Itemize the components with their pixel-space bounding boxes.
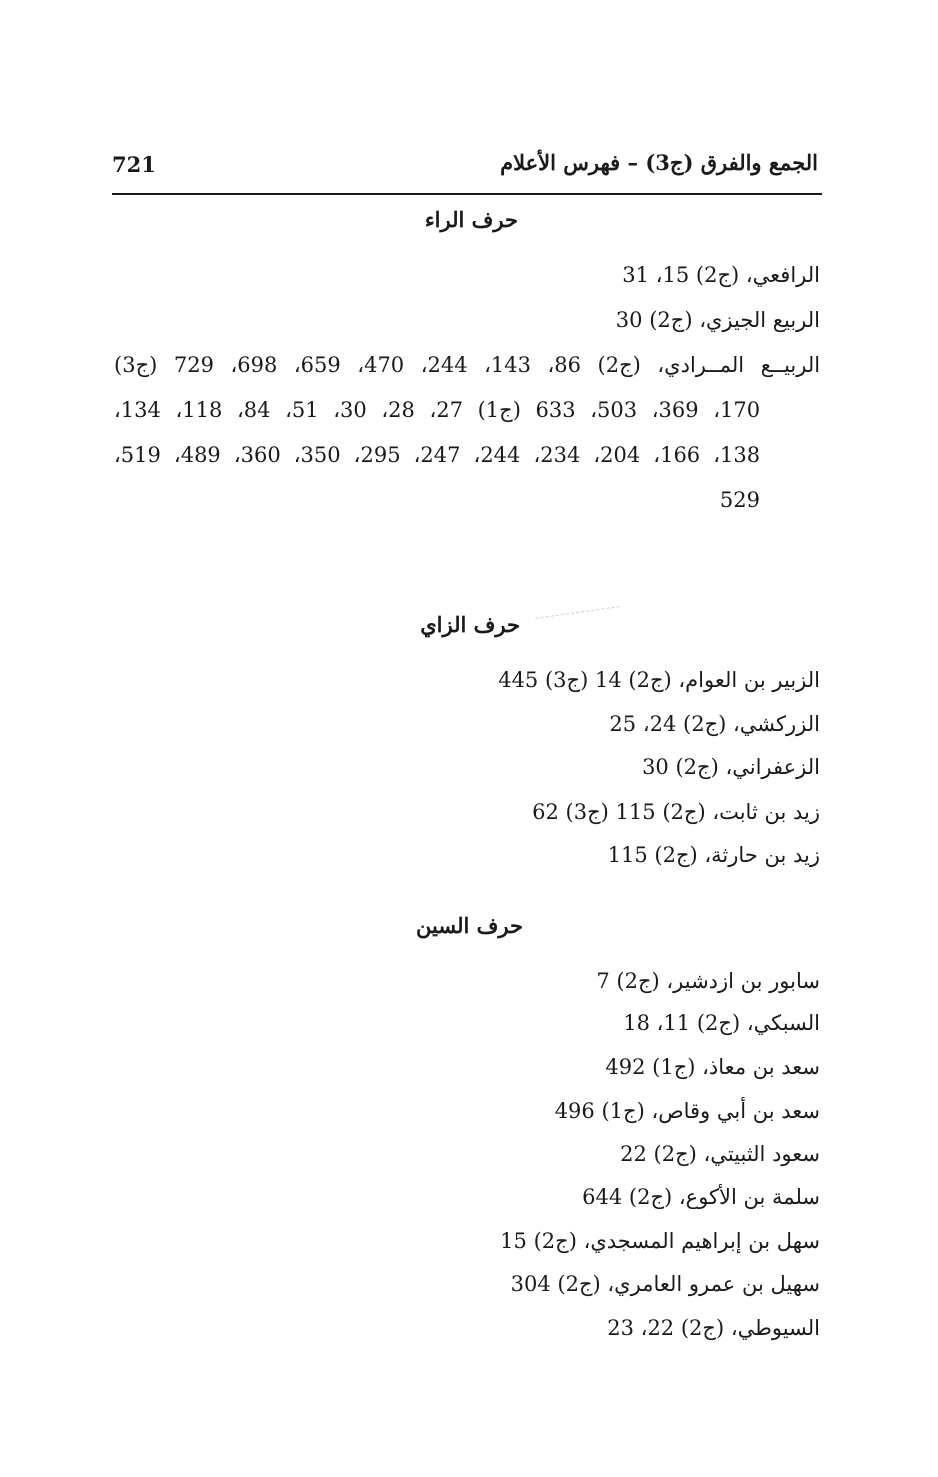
index-entry: الزركشي، (ج2) 24، 25 (609, 712, 820, 736)
entry-line: 170، 369، 503، 633 (ج1) 27، 28، 30، 51، 84، 118، 134، (114, 398, 761, 422)
index-entry: سهيل بن عمرو العامري، (ج2) 304 (510, 1272, 820, 1296)
index-entry-multiline (114, 343, 820, 523)
index-entry: سعد بن معاذ، (ج1) 492 (605, 1055, 820, 1079)
index-entry: سعد بن أبي وقاص، (ج1) 496 (554, 1099, 820, 1123)
index-entry: سلمة بن الأكوع، (ج2) 644 (582, 1185, 820, 1209)
index-entry: السبكي، (ج2) 11، 18 (623, 1011, 820, 1035)
header-rule (112, 193, 822, 195)
section-heading-sin: حرف السين (416, 913, 523, 938)
section-heading-zay: حرف الزاي (420, 612, 520, 637)
page-number: 721 (112, 152, 156, 177)
entry-line: الربيــع المــرادي، (ج2) 86، 143، 244، 470، 659، 698، 729 (ج3) (114, 353, 821, 377)
section-heading-ra: حرف الراء (424, 207, 518, 232)
index-entry: سهل بن إبراهيم المسجدي، (ج2) 15 (500, 1229, 820, 1253)
index-entry: السيوطي، (ج2) 22، 23 (607, 1316, 820, 1340)
index-entry: الرافعي، (ج2) 15، 31 (622, 263, 820, 287)
index-entry: الربيع الجيزي، (ج2) 30 (615, 308, 820, 332)
index-entry: الزعفراني، (ج2) 30 (642, 755, 820, 779)
index-entry: زيد بن ثابت، (ج2) 115 (ج3) 62 (532, 800, 820, 824)
scan-speck (535, 606, 619, 619)
index-entry: سابور بن ازدشير، (ج2) 7 (596, 969, 820, 993)
entry-line: 138، 166، 204، 234، 244، 247، 295، 350، 360، 489، 519، (114, 443, 761, 467)
index-entry: زيد بن حارثة، (ج2) 115 (607, 843, 820, 867)
index-entry: الزبير بن العوام، (ج2) 14 (ج3) 445 (498, 668, 820, 692)
index-entry: سعود الثبيتي، (ج2) 22 (620, 1142, 820, 1166)
running-title: الجمع والفرق (ج3) – فهرس الأعلام (500, 150, 818, 175)
entry-line: 529 (719, 488, 760, 512)
